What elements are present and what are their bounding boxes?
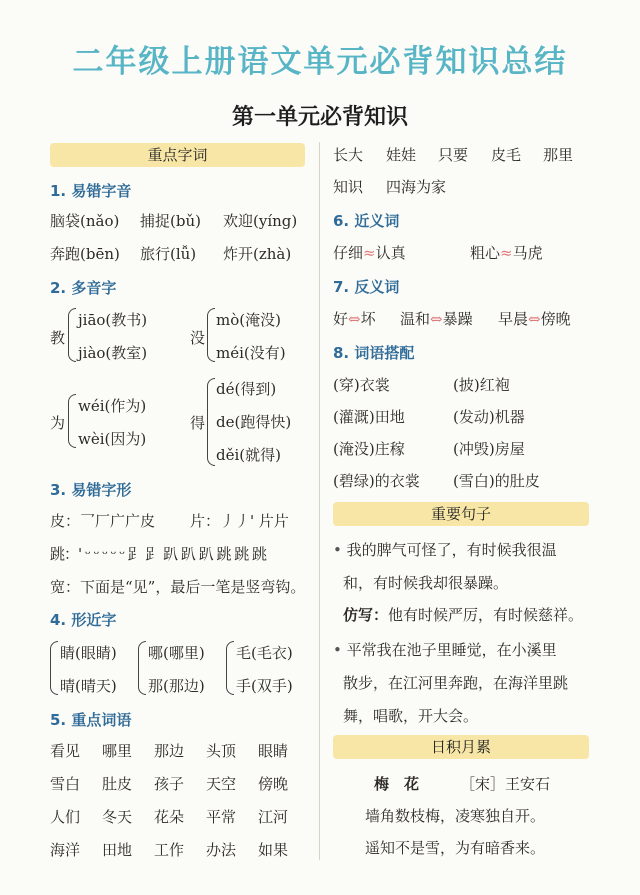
polyphone-reading: wéi(作为)	[78, 397, 147, 415]
sentence-line: • 平常我在池子里睡觉，在小溪里	[333, 641, 557, 659]
section-heading: 6. 近义词	[333, 212, 400, 230]
stroke-note: 宽：下面是“见”，最后一笔是竖弯钩。	[50, 578, 306, 596]
synonym-pair: 粗心≈马虎	[470, 244, 543, 262]
polyphone-char: 为	[50, 414, 66, 432]
polyphone-char: 教	[50, 329, 66, 347]
banner-key-words: 重点字词	[50, 143, 305, 167]
pron-item: 炸开(zhà)	[223, 245, 292, 263]
banner-daily-accumulation: 日积月累	[333, 735, 589, 759]
antonym-pair: 温和⇔暴躁	[400, 310, 473, 328]
similar-char: 哪(哪里)	[148, 644, 205, 662]
unit-title: 第一单元必背知识	[231, 105, 408, 130]
key-word: 海洋	[50, 841, 81, 859]
key-word: 头顶	[206, 742, 237, 760]
synonym-pair: 仔细≈认真	[333, 244, 406, 262]
brace	[138, 641, 146, 695]
collocation: (披)红袍	[453, 376, 510, 394]
word: 长大	[333, 146, 364, 164]
word: 只要	[438, 146, 469, 164]
poem-line: 遥知不是雪，为有暗香来。	[365, 839, 546, 857]
collocation: (淹没)庄稼	[333, 440, 405, 458]
key-word: 肚皮	[102, 775, 133, 793]
pron-item: 脑袋(nǎo)	[50, 212, 120, 230]
brace	[207, 308, 215, 362]
section-heading: 4. 形近字	[50, 611, 117, 629]
section-heading: 3. 易错字形	[50, 481, 132, 499]
brace	[68, 394, 76, 448]
pron-item: 旅行(lǚ)	[140, 245, 197, 263]
section-heading: 8. 词语搭配	[333, 344, 415, 362]
key-word: 田地	[102, 841, 133, 859]
pron-item: 奔跑(bēn)	[50, 245, 120, 263]
key-word: 孩子	[154, 775, 185, 793]
key-word: 眼睛	[258, 742, 289, 760]
key-word: 花朵	[154, 808, 185, 826]
similar-char: 手(双手)	[236, 677, 293, 695]
key-word: 江河	[258, 808, 289, 826]
similar-char: 晴(晴天)	[60, 677, 117, 695]
stroke-order: 片：丿丿' 片片	[190, 512, 289, 530]
polyphone-reading: de(跑得快)	[216, 413, 292, 431]
brace	[207, 378, 215, 466]
section-heading: 1. 易错字音	[50, 182, 132, 200]
polyphone-reading: mò(淹没)	[216, 311, 281, 329]
word: 皮毛	[491, 146, 522, 164]
poem-author: ［宋］王安石	[460, 775, 551, 793]
similar-char: 睛(眼睛)	[60, 644, 117, 662]
stroke-order: 跳：' ᵕ ᵕ ᵕ ᵕ ᵕ 𧾷 𧾷 趴 趴 趴 跳 跳 跳	[50, 545, 267, 563]
section-heading: 2. 多音字	[50, 279, 117, 297]
polyphone-reading: jiāo(教书)	[78, 311, 148, 329]
key-word: 雪白	[50, 775, 81, 793]
polyphone-reading: dé(得到)	[216, 380, 277, 398]
collocation: (穿)衣裳	[333, 376, 390, 394]
similar-char: 毛(毛衣)	[236, 644, 293, 662]
key-word: 工作	[154, 841, 185, 859]
antonym-pair: 好⇔坏	[333, 310, 376, 328]
banner-key-sentences: 重要句子	[333, 502, 589, 526]
similar-char: 那(那边)	[148, 677, 205, 695]
key-word: 傍晚	[258, 775, 289, 793]
key-word: 办法	[206, 841, 237, 859]
brace	[226, 641, 234, 695]
stroke-order: 皮：乛厂广广皮	[50, 512, 156, 530]
poem-line: 墙角数枝梅，凌寒独自开。	[365, 807, 546, 825]
section-heading: 5. 重点词语	[50, 711, 132, 729]
key-word: 冬天	[102, 808, 133, 826]
pron-item: 捕捉(bǔ)	[140, 212, 201, 230]
brace	[68, 308, 76, 362]
sentence-line: 舞，唱歌，开大会。	[343, 707, 479, 725]
word: 那里	[543, 146, 574, 164]
collocation: (碧绿)的衣裳	[333, 472, 420, 490]
polyphone-reading: děi(就得)	[216, 446, 281, 464]
collocation: (冲毁)房屋	[453, 440, 525, 458]
antonym-pair: 早晨⇔傍晚	[498, 310, 571, 328]
polyphone-reading: méi(没有)	[216, 344, 286, 362]
pron-item: 欢迎(yíng)	[223, 212, 298, 230]
sentence-line: 和，有时候我却很暴躁。	[343, 574, 509, 592]
section-heading: 7. 反义词	[333, 278, 400, 296]
key-word: 哪里	[102, 742, 133, 760]
key-word: 天空	[206, 775, 237, 793]
collocation: (发动)机器	[453, 408, 525, 426]
collocation: (雪白)的肚皮	[453, 472, 540, 490]
brace	[50, 641, 58, 695]
poem-title: 梅 花	[374, 775, 420, 793]
key-word: 看见	[50, 742, 81, 760]
key-word: 那边	[154, 742, 185, 760]
imitation-line: 仿写：他有时候严厉，有时候慈祥。	[343, 606, 584, 624]
page-title: 二年级上册语文单元必背知识总结	[72, 44, 568, 80]
key-word: 平常	[206, 808, 237, 826]
word: 四海为家	[386, 178, 447, 196]
polyphone-char: 没	[190, 329, 206, 347]
sentence-line: • 我的脾气可怪了，有时候我很温	[333, 541, 557, 559]
key-word: 如果	[258, 841, 289, 859]
sentence-line: 散步，在江河里奔跑，在海洋里跳	[343, 674, 569, 692]
column-divider	[319, 142, 320, 860]
key-word: 人们	[50, 808, 81, 826]
word: 娃娃	[386, 146, 417, 164]
word: 知识	[333, 178, 364, 196]
polyphone-reading: wèi(因为)	[78, 430, 147, 448]
polyphone-char: 得	[190, 414, 206, 432]
polyphone-reading: jiào(教室)	[78, 344, 148, 362]
collocation: (灌溉)田地	[333, 408, 405, 426]
